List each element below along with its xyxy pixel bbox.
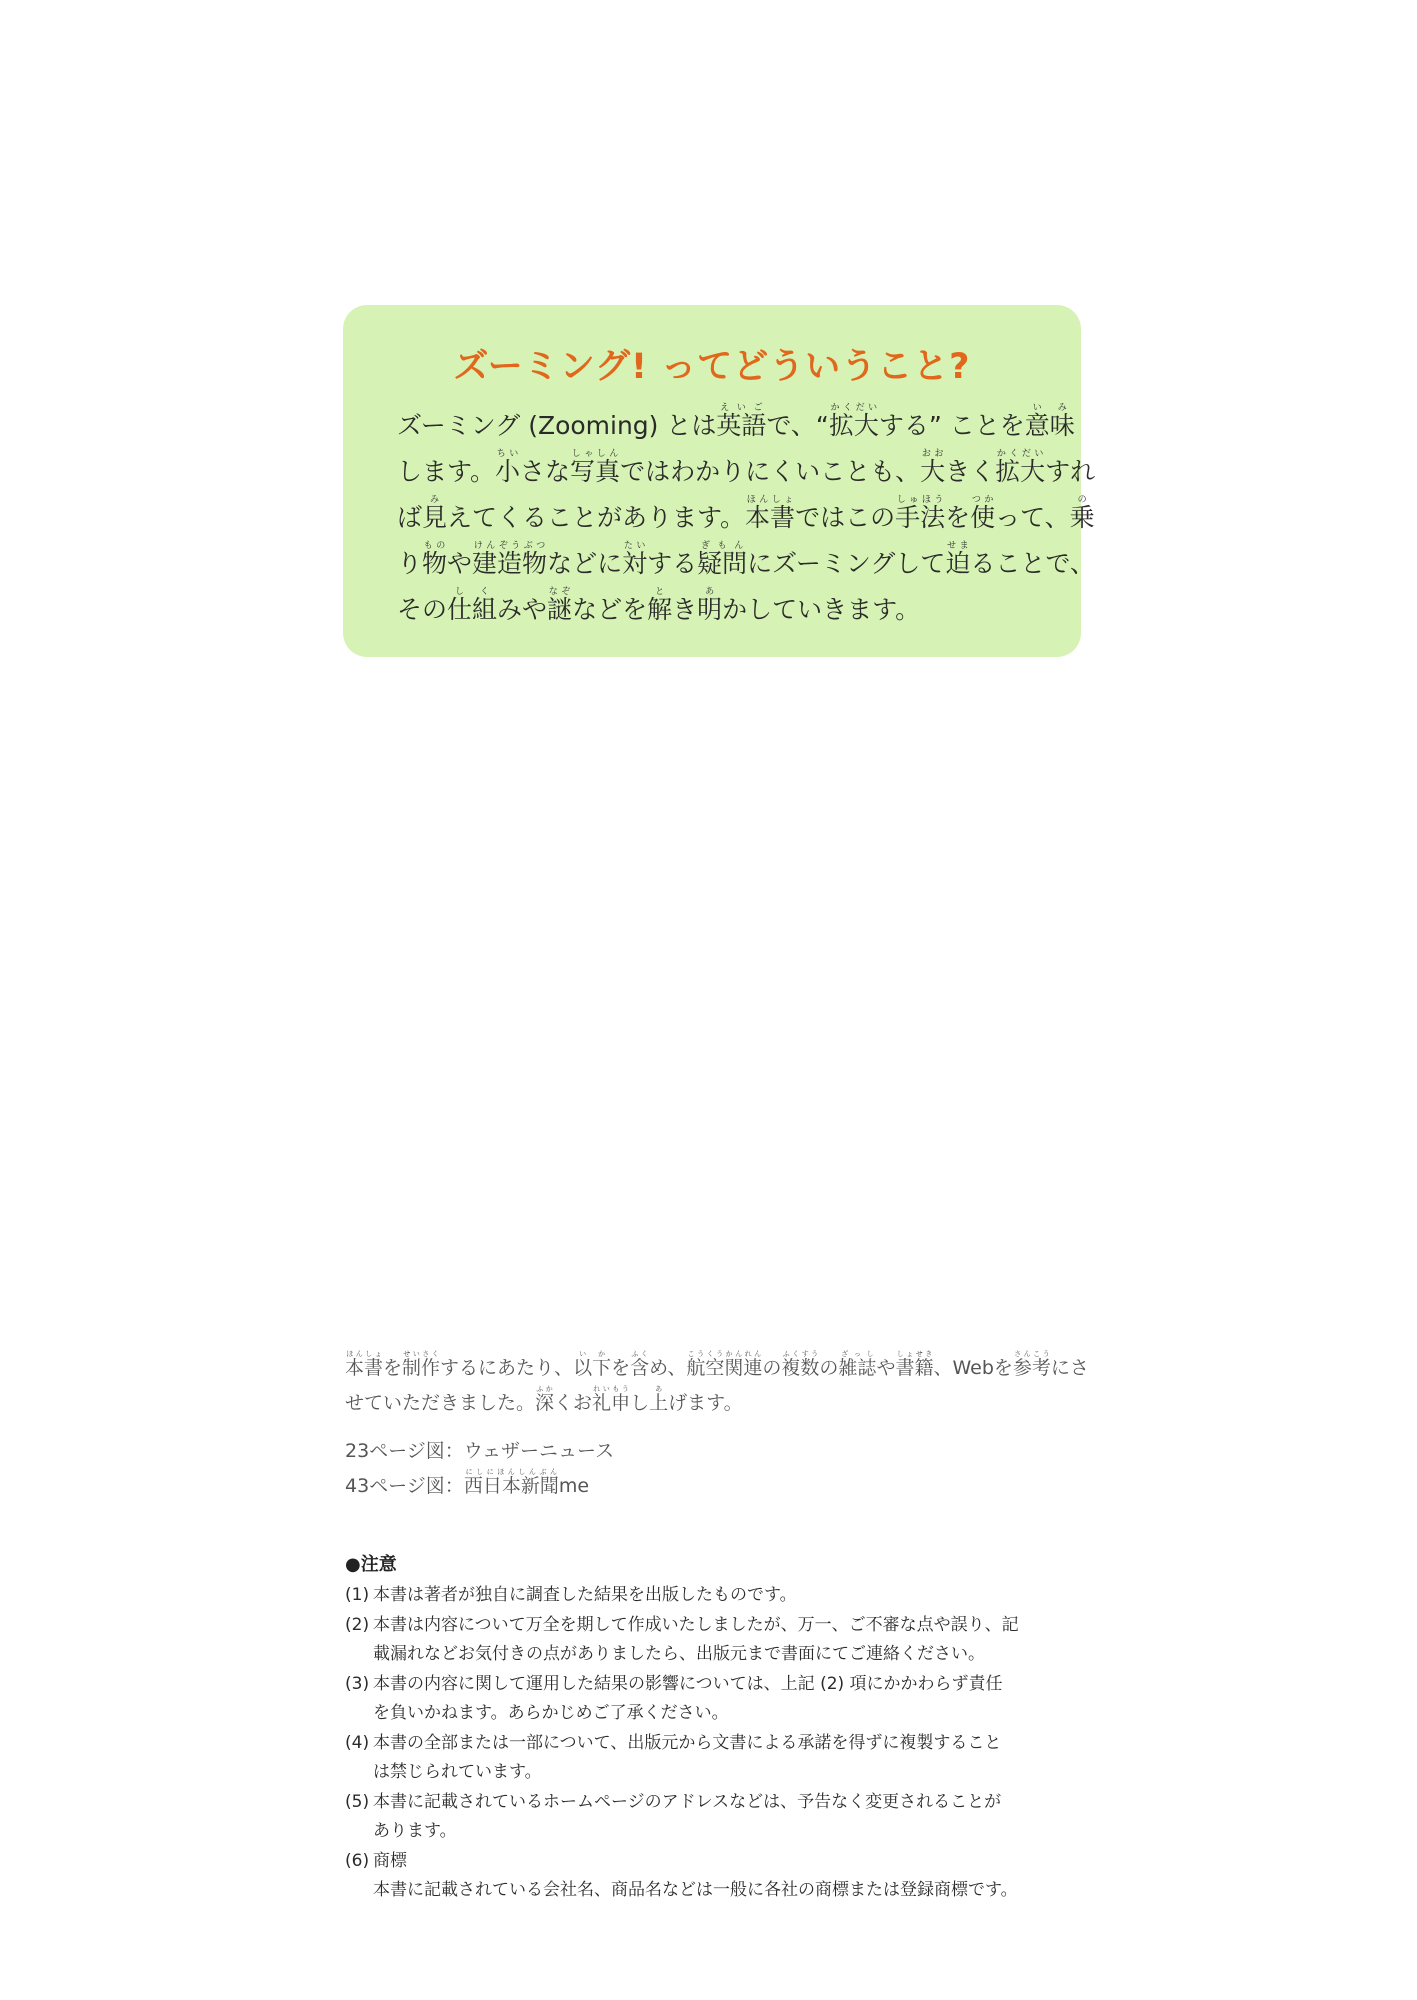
furigana: しゃしん (570, 449, 621, 459)
ruby-word: 制作せいさく (402, 1350, 441, 1379)
ruby-word: 英語えいご (716, 403, 767, 440)
ruby-word: 明あ (697, 587, 723, 624)
notice-text (373, 1581, 1085, 1610)
acknowledgement-line: せていただきました。深ふかくお礼れい申もうし上あげます。 (345, 1385, 743, 1414)
ruby-word: 拡大かくだい (995, 449, 1046, 486)
notice-item (345, 1611, 1085, 1669)
intro-line: その仕組しくみや謎なぞなどを解とき明あかしていきます。 (397, 587, 921, 624)
ruby-word: 大おお (920, 449, 946, 486)
notice-item (345, 1788, 1085, 1846)
furigana: かくだい (828, 403, 879, 413)
notice-text-line: 載漏れなどお気付きの点がありましたら、出版元まで書面にてご連絡ください。 (373, 1644, 985, 1664)
furigana: ちい (495, 449, 521, 459)
ruby-word: 仕組しく (447, 587, 498, 624)
ruby-word: 使つか (970, 495, 996, 532)
intro-line: します。小ちいさな写真しゃしんではわかりにくいことも、大おおきく拡大かくだいすれ (397, 449, 1096, 486)
ruby-word: 礼れい (592, 1385, 612, 1414)
notice-text-line: 本書は著者が独自に調査した結果を出版したものです。 (373, 1585, 797, 1605)
figure-credits (345, 1435, 1085, 1501)
furigana: たい (622, 541, 648, 551)
ruby-word: 乗の (1069, 495, 1095, 532)
furigana: せま (945, 541, 971, 551)
furigana: もう (611, 1385, 631, 1393)
ruby-word: 複数ふくすう (781, 1350, 820, 1379)
ruby-word: 西日本新聞にしにほんしんぶん (463, 1468, 559, 1497)
ruby-word: 意味いみ (1024, 403, 1075, 440)
intro-line: ズーミング (Zooming) とは英語えいごで、“拡大かくだいする” ことを意味いみ (397, 403, 1075, 440)
furigana: なぞ (547, 587, 573, 597)
notice-number: (5) (345, 1792, 370, 1812)
ruby-word: 雑誌ざっし (838, 1350, 877, 1379)
ruby-word: 対たい (622, 541, 648, 578)
furigana: こうくうかんれん (686, 1350, 763, 1358)
furigana: しゅほう (895, 495, 946, 505)
furigana: しょせき (895, 1350, 934, 1358)
furigana: あ (697, 587, 723, 597)
furigana: いみ (1024, 403, 1075, 413)
ruby-word: 解と (647, 587, 673, 624)
furigana: ふか (535, 1385, 555, 1393)
notice-title: ●注意 (345, 1554, 397, 1575)
furigana: ぎもん (697, 541, 748, 551)
ruby-word: 物もの (422, 541, 448, 578)
notice-section (345, 1550, 1085, 1905)
ruby-word: 参考さんこう (1012, 1350, 1051, 1379)
notice-text-line: 本書に記載されている会社名、商品名などは一般に各社の商標または登録商標です。 (373, 1880, 1018, 1900)
notice-item (345, 1729, 1085, 1787)
furigana: せいさく (402, 1350, 441, 1358)
furigana: にしにほんしんぶん (463, 1468, 559, 1476)
notice-item (345, 1847, 1085, 1905)
ruby-word: 本書ほんしょ (745, 495, 796, 532)
furigana: ふく (630, 1350, 650, 1358)
notice-text-line: 本書に記載されているホームページのアドレスなどは、予告なく変更されることが (373, 1792, 1002, 1812)
ruby-word: 書籍しょせき (895, 1350, 934, 1379)
ruby-word: 航空関連こうくうかんれん (686, 1350, 763, 1379)
credit-line: 43ページ図：西日本新聞にしにほんしんぶんme (345, 1468, 590, 1497)
intro-box (343, 305, 1096, 657)
notice-text-line: あります。 (373, 1821, 457, 1841)
ruby-word: 見み (422, 495, 448, 532)
furigana: さんこう (1012, 1350, 1051, 1358)
acknowledgement (345, 1350, 1089, 1420)
furigana: ほんしょ (345, 1350, 384, 1358)
credit-line: 23ページ図：ウェザーニュース (345, 1440, 615, 1462)
ruby-word: 小ちい (495, 449, 521, 486)
ruby-word: 申もう (611, 1385, 631, 1414)
furigana: ざっし (838, 1350, 877, 1358)
furigana: かくだい (995, 449, 1046, 459)
notice-text-line: を負いかねます。あらかじめご了承ください。 (373, 1703, 729, 1723)
ruby-word: 含ふく (630, 1350, 650, 1379)
intro-line: り物ものや建造物けんぞうぶつなどに対たいする疑問ぎもんにズーミングして迫せまることで、 (397, 541, 1095, 578)
notice-number: (4) (345, 1733, 370, 1753)
intro-title: ズーミング! ってどういうこと? (453, 347, 971, 387)
notice-number: (6) (345, 1851, 370, 1871)
notice-text-line: 本書の内容に関して運用した結果の影響については、上記 (2) 項にかかわらず責任 (373, 1674, 1003, 1694)
notice-number: (2) (345, 1615, 370, 1635)
furigana: えいご (716, 403, 767, 413)
notice-text-line: は禁じられています。 (373, 1762, 542, 1782)
ruby-word: 疑問ぎもん (697, 541, 748, 578)
intro-body (397, 403, 1096, 633)
intro-line: ば見みえてくることがあります。本書ほんしょではこの手法しゅほうを使つかって、乗の (397, 495, 1095, 532)
notice-number: (1) (345, 1585, 370, 1605)
furigana: いか (573, 1350, 612, 1358)
ruby-word: 謎なぞ (547, 587, 573, 624)
notice-text (373, 1847, 1085, 1905)
ruby-word: 本書ほんしょ (345, 1350, 384, 1379)
notice-text (373, 1729, 1085, 1787)
notice-item (345, 1581, 1085, 1610)
notice-item (345, 1670, 1085, 1728)
furigana: の (1069, 495, 1095, 505)
notice-text (373, 1670, 1085, 1728)
ruby-word: 拡大かくだい (828, 403, 879, 440)
furigana: と (647, 587, 673, 597)
furigana: み (422, 495, 448, 505)
notice-text (373, 1788, 1085, 1846)
acknowledgement-line: 本書ほんしょを制作せいさくするにあたり、以下いかを含ふくめ、航空関連こうくうかんれんの複数ふくすうの雑誌ざっしや書籍しょせき、Webを参考さんこうにさ (345, 1350, 1089, 1379)
ruby-word: 建造物けんぞうぶつ (472, 541, 548, 578)
notice-text (373, 1611, 1085, 1669)
furigana: あ (649, 1385, 669, 1393)
furigana: しく (447, 587, 498, 597)
notice-text-line: 商標 (373, 1851, 407, 1871)
notice-number: (3) (345, 1674, 370, 1694)
furigana: れい (592, 1385, 612, 1393)
ruby-word: 以下いか (573, 1350, 612, 1379)
ruby-word: 手法しゅほう (895, 495, 946, 532)
ruby-word: 迫せま (945, 541, 971, 578)
furigana: けんぞうぶつ (472, 541, 548, 551)
ruby-word: 深ふか (535, 1385, 555, 1414)
ruby-word: 上あ (649, 1385, 669, 1414)
ruby-word: 写真しゃしん (570, 449, 621, 486)
furigana: おお (920, 449, 946, 459)
furigana: ほんしょ (745, 495, 796, 505)
notice-text-line: 本書の全部または一部について、出版元から文書による承諾を得ずに複製すること (373, 1733, 1002, 1753)
furigana: ふくすう (781, 1350, 820, 1358)
furigana: もの (422, 541, 448, 551)
notice-text-line: 本書は内容について万全を期して作成いたしましたが、万一、ご不審な点や誤り、記 (373, 1615, 1019, 1635)
furigana: つか (970, 495, 996, 505)
